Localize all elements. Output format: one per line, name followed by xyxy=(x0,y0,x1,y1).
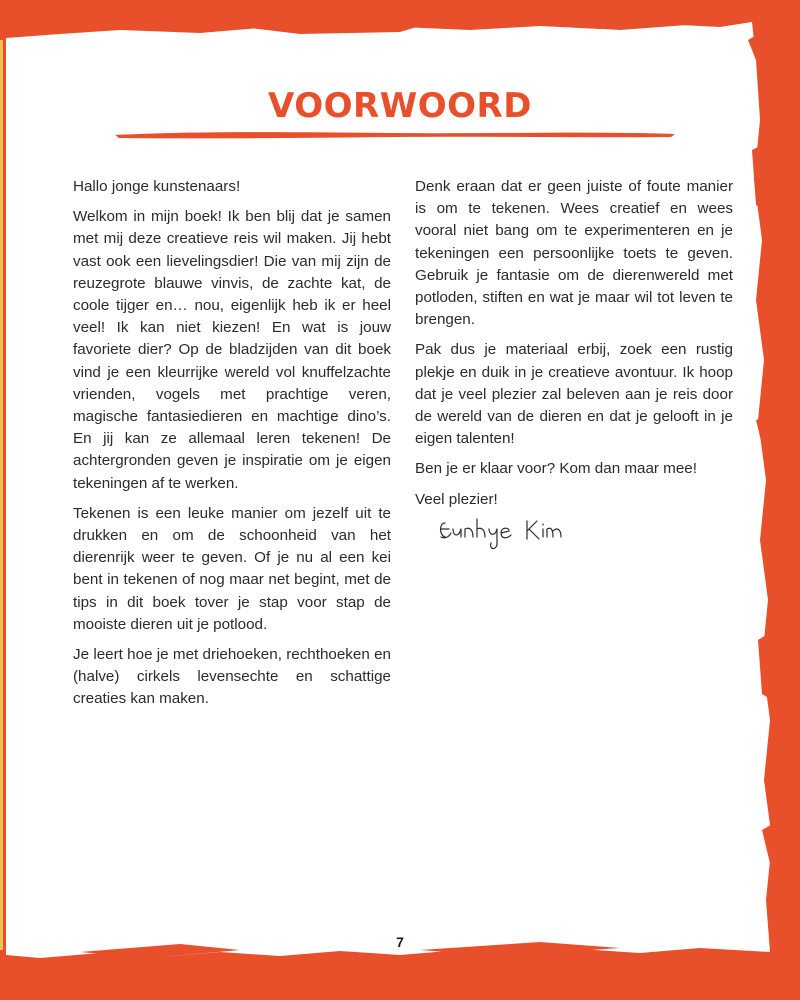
closing-paragraph: Veel plezier! xyxy=(415,490,498,508)
body-paragraph: Welkom in mijn boek! Ik ben blij dat je samen met mij deze creatieve reis wil maken. Jij hebt vast ook een lievelingsdier! Die van mij zijn de reuzegrote blauwe vinvis, de zachte kat, de coole tijger en… nou, eigenlijk heb ik er heel veel! Ik kan niet kiezen! En wat is jouw favoriete dier? Op de bladzijden van dit boek vind je een kleurrijke wereld vol knuffelzachte vrienden, vogels met prachtige veren, magische fantasiedieren en machtige dino’s. En jij kan ze allemaal leren tekenen! De achtergronden geven je inspiratie om je eigen tekeningen af te werken. xyxy=(73,208,391,492)
body-paragraph: Ben je er klaar voor? Kom dan maar mee! xyxy=(415,460,697,478)
page-number: 7 xyxy=(396,934,404,950)
body-paragraph: Denk eraan dat er geen juiste of foute manier is om te tekenen. Wees creatief en wees vooral niet bang om te experimenteren en je tekeningen een persoonlijke toets te geven. Gebruik je fantasie om de dierenwereld met potloden, stiften en wat je maar wil tot leven te brengen. xyxy=(415,178,733,329)
greeting-paragraph: Hallo jonge kunstenaars! xyxy=(73,178,241,195)
author-signature xyxy=(415,515,733,555)
body-paragraph: Tekenen is een leuke manier om jezelf uit te drukken en om de schoonheid van het dierenrijk weer te geven. Of je nu al een kei bent in tekenen of nog maar net begint, met de tips in dit boek tover je stap voor stap de mooiste dieren uit je potlood. xyxy=(73,504,391,633)
body-paragraph: Je leert hoe je met driehoeken, rechthoeken en (halve) cirkels levensechte en schattige creaties kan maken. xyxy=(73,646,391,708)
title-brush-underline xyxy=(115,129,675,141)
signature-scribble xyxy=(435,515,585,555)
text-column-right xyxy=(415,176,733,555)
text-column-left xyxy=(73,176,391,719)
body-paragraph: Pak dus je materiaal erbij, zoek een rustig plekje en duik in je creatieve avontuur. Ik hoop dat je veel plezier zal beleven aan je reis door de wereld van de dieren en dat je gelooft in je eigen talenten! xyxy=(415,341,733,448)
page-title: VOORWOORD xyxy=(268,86,532,126)
